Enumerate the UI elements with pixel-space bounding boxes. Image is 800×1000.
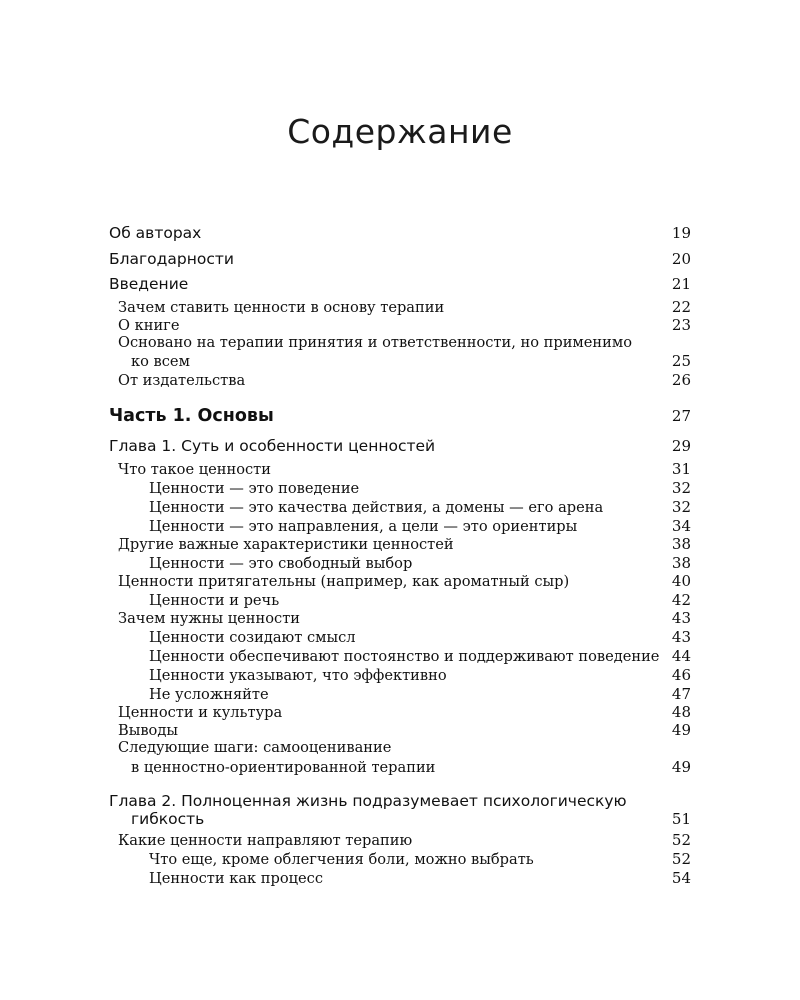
toc-entry-page: 52: [671, 850, 691, 868]
toc-subentry: [109, 517, 691, 535]
toc-part-title: Часть 1. Основы: [109, 406, 274, 426]
toc-entry: [109, 721, 691, 739]
toc-entry: [109, 739, 691, 756]
toc-entry-page: 26: [671, 371, 691, 389]
toc-subentry: [109, 666, 691, 684]
toc-chapter-2: [109, 792, 691, 810]
toc-entry-page: 42: [671, 591, 691, 609]
toc-subentry: [109, 869, 691, 887]
toc-entry-page: 48: [671, 703, 691, 721]
toc-subentry: [109, 647, 691, 665]
toc-entry: [109, 460, 691, 478]
toc-subentry: [109, 850, 691, 868]
toc-entry-page: 54: [671, 869, 691, 887]
toc-entry-page: 49: [671, 721, 691, 739]
toc-entry-title: Что такое ценности: [118, 461, 271, 478]
toc-entry-title: Ценности притягательны (например, как ароматный сыр): [118, 573, 570, 590]
toc-entry-page: 27: [671, 407, 691, 425]
toc-entry: [109, 334, 691, 351]
toc-entry: [109, 298, 691, 316]
toc-entry-title: Ценности — это направления, а цели — это ориентиры: [149, 518, 578, 535]
toc-entry-title: Следующие шаги: самооценивание: [118, 739, 392, 756]
toc-entry-page: 25: [671, 352, 691, 370]
toc-entry-page: 22: [671, 298, 691, 316]
toc-entry-title: Что еще, кроме облегчения боли, можно выбрать: [149, 851, 534, 868]
toc-entry-title: Ценности и культура: [118, 704, 283, 721]
toc-entry-page: 19: [671, 224, 691, 242]
toc-entry: [109, 831, 691, 849]
toc-entry-title: О книге: [118, 317, 180, 334]
toc-entry-title: Ценности — это качества действия, а домены — его арена: [149, 499, 604, 516]
toc-entry: [109, 609, 691, 627]
toc-entry-continuation: [109, 352, 691, 370]
toc-chapter-title-continued: гибкость: [131, 810, 205, 828]
toc-entry-page: 51: [671, 810, 691, 828]
toc-entry-page: 34: [671, 517, 691, 535]
toc-subentry: [109, 479, 691, 497]
toc-entry-title: Не усложняйте: [149, 686, 269, 703]
toc-entry-page: 38: [671, 535, 691, 553]
toc-entry-page: 23: [671, 316, 691, 334]
toc-subentry: [109, 685, 691, 703]
toc-chapter-continuation: [109, 810, 691, 828]
toc-entry-page: 31: [671, 460, 691, 478]
toc-entry-page: 44: [671, 647, 691, 665]
toc-entry-title: Ценности обеспечивают постоянство и поддерживают поведение: [149, 648, 660, 665]
toc-subentry: [109, 628, 691, 646]
toc-entry-title: Ценности и речь: [149, 592, 280, 609]
toc-entry-title: Об авторах: [109, 224, 202, 242]
toc-entry-title: Выводы: [118, 722, 178, 739]
toc-entry-page: 47: [671, 685, 691, 703]
toc-subentry: [109, 498, 691, 516]
toc-entry-page: 29: [671, 437, 691, 455]
toc-entry-title: Другие важные характеристики ценностей: [118, 536, 454, 553]
toc-entry: [109, 572, 691, 590]
toc-entry: [109, 535, 691, 553]
toc-chapter-title: Глава 2. Полноценная жизнь подразумевает психологическую: [109, 792, 627, 810]
toc-entry: [109, 703, 691, 721]
toc-entry-title: Какие ценности направляют терапию: [118, 832, 413, 849]
toc-entry-page: 32: [671, 479, 691, 497]
toc-entry-title: Ценности как процесс: [149, 870, 324, 887]
toc-entry-title: Благодарности: [109, 250, 234, 268]
toc-entry-page: 46: [671, 666, 691, 684]
toc-entry-page: 21: [671, 275, 691, 293]
toc-entry-title: Ценности созидают смысл: [149, 629, 356, 646]
page-title: Содержание: [287, 112, 513, 151]
toc-entry-page: 20: [671, 250, 691, 268]
toc-entry-title: Зачем ставить ценности в основу терапии: [118, 299, 445, 316]
toc-chapter-title: Глава 1. Суть и особенности ценностей: [109, 437, 436, 455]
toc-entry-title: От издательства: [118, 372, 246, 389]
toc-subentry: [109, 591, 691, 609]
toc-entry-title: Ценности указывают, что эффективно: [149, 667, 447, 684]
toc-entry-title: Зачем нужны ценности: [118, 610, 301, 627]
toc-entry-page: 49: [671, 758, 691, 776]
toc-entry-page: 40: [671, 572, 691, 590]
toc-entry-title: Основано на терапии принятия и ответственности, но применимо: [118, 334, 633, 351]
toc-entry-title: Ценности — это поведение: [149, 480, 360, 497]
toc-entry-continuation: [109, 758, 691, 776]
toc-entry-page: 32: [671, 498, 691, 516]
toc-entry-title-continued: в ценностно-ориентированной терапии: [131, 759, 436, 776]
toc-entry-page: 43: [671, 628, 691, 646]
toc-entry: [109, 316, 691, 334]
toc-chapter-1: [109, 437, 691, 455]
toc-entry-title: Ценности — это свободный выбор: [149, 555, 413, 572]
toc-entry-acknowledgements: [109, 250, 691, 268]
toc-entry-introduction: [109, 275, 691, 293]
toc-entry-title-continued: ко всем: [131, 353, 190, 370]
toc-entry-about-authors: [109, 224, 691, 242]
toc-part-1: [109, 406, 691, 426]
toc-entry-page: 52: [671, 831, 691, 849]
toc-entry-page: 38: [671, 554, 691, 572]
toc-entry: [109, 371, 691, 389]
toc-subentry: [109, 554, 691, 572]
toc-entry-page: 43: [671, 609, 691, 627]
toc-entry-title: Введение: [109, 275, 189, 293]
